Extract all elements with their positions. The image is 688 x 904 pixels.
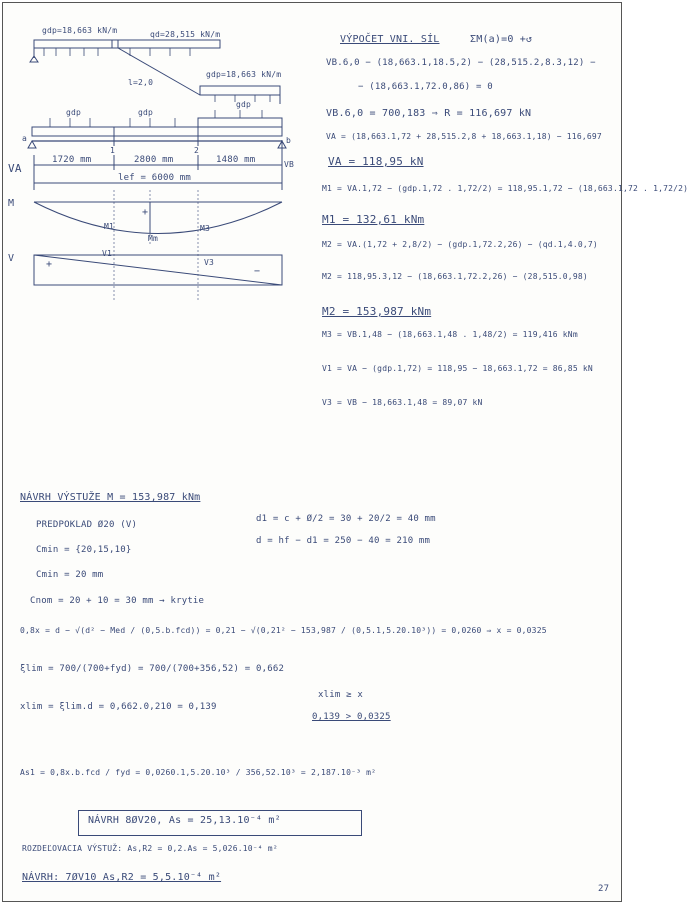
reactions-line-2: − (18,663.1,72.0,86) = 0 bbox=[358, 82, 493, 92]
design-compare-2: 0,139 > 0,0325 bbox=[312, 712, 391, 722]
design-rozdelovacia: ROZDEĽOVACIA VÝSTUŽ: As,R2 = 0,2.As = 5,026.10⁻⁴ m² bbox=[22, 844, 278, 853]
moment-m2-calc-a: M2 = VA.(1,72 + 2,8/2) − (gdp.1,72.2,26) − (qd.1,4.0,7) bbox=[322, 240, 598, 249]
design-cmin-1: Cmin = {20,15,10} bbox=[36, 545, 132, 555]
moment-symbol: M bbox=[8, 198, 15, 209]
load-label-slope: l=2,0 bbox=[128, 78, 154, 87]
gdp2-band bbox=[114, 127, 198, 136]
page-number: 27 bbox=[598, 884, 610, 894]
shear-point-3: V3 bbox=[204, 258, 215, 267]
load-label-gk: gdp=18,663 kN/m bbox=[42, 26, 118, 35]
reaction-label-va: VA bbox=[8, 162, 22, 175]
moment-point-1: M1 bbox=[104, 222, 115, 231]
design-compare-1: xlim ≥ x bbox=[318, 690, 363, 700]
moment-m1: M1 = 132,61 kNm bbox=[322, 213, 425, 226]
reaction-label-vb: VB bbox=[284, 160, 295, 169]
support-label-1: 1 bbox=[110, 146, 116, 155]
gk-load-band-right bbox=[200, 86, 280, 95]
support-a bbox=[28, 141, 36, 148]
dim-label-2: 2800 mm bbox=[134, 155, 174, 165]
reactions-line-1: VB.6,0 − (18,663.1,18.5,2) − (28,515.2,8.3,12) − bbox=[326, 58, 596, 68]
gdp1-band bbox=[32, 127, 114, 136]
shear-plus: + bbox=[46, 259, 53, 270]
moment-parabola bbox=[34, 202, 282, 234]
shear-v3: V3 = VB − 18,663.1,48 = 89,07 kN bbox=[322, 398, 483, 407]
reactions-heading: VÝPOČET VNI. SÍL bbox=[340, 34, 440, 45]
moment-point-3: M3 bbox=[200, 224, 211, 233]
design-cmin-2: Cmin = 20 mm bbox=[36, 570, 104, 580]
support-label-2: 2 bbox=[194, 146, 200, 155]
load-label-gk-right: gdp=18,663 kN/m bbox=[206, 70, 282, 79]
qd-load-band-top bbox=[112, 40, 220, 48]
shear-line bbox=[34, 255, 282, 285]
design-xi-lim: ξlim = 700/(700+fyd) = 700/(700+356,52) = 0,662 bbox=[20, 664, 285, 674]
design-heading: NÁVRH VÝSTUŽE M = 153,987 kNm bbox=[20, 492, 201, 503]
gk-load-band-left bbox=[34, 40, 118, 48]
shear-point-1: V1 bbox=[102, 249, 113, 258]
design-navrh-2: NÁVRH: 7ØV10 As,R2 = 5,5.10⁻⁴ m² bbox=[22, 872, 222, 883]
shear-symbol: V bbox=[8, 253, 15, 264]
design-cnom: Cnom = 20 + 10 = 30 mm → krytie bbox=[30, 596, 205, 606]
moment-m2-calc-b: M2 = 118,95.3,12 − (18,663.1,72.2,26) − (28,515.0,98) bbox=[322, 272, 588, 281]
shear-v1: V1 = VA − (gdp.1,72) = 118,95 − 18,663.1,72 = 86,85 kN bbox=[322, 364, 593, 373]
design-compression-zone: 0,8x = d − √(d² − Med / (0,5.b.fcd)) = 0,21 − √(0,21² − 153,987 / (0,5.1,5.20.10³)) = 0,0260 ⇒ x = 0,0325 bbox=[20, 626, 547, 635]
design-navrh-1: NÁVRH 8ØV20, As = 25,13.10⁻⁴ m² bbox=[88, 815, 281, 826]
span-label: lef = 6000 mm bbox=[118, 173, 192, 183]
design-x-lim: xlim = ξlim.d = 0,662.0,210 = 0,139 bbox=[20, 702, 217, 712]
support-a-top bbox=[30, 56, 38, 62]
reaction-va: VA = 118,95 kN bbox=[328, 155, 424, 168]
shear-minus: − bbox=[254, 266, 261, 277]
dim-label-3: 1480 mm bbox=[216, 155, 256, 165]
design-as1: As1 = 0,8x.b.fcd / fyd = 0,0260.1,5.20.10³ / 356,52.10³ = 2,187.10⁻³ m² bbox=[20, 768, 377, 777]
design-d: d = hf − d1 = 250 − 40 = 210 mm bbox=[256, 536, 431, 546]
load-label-qd: qd=28,515 kN/m bbox=[150, 30, 221, 39]
support-label-b: b bbox=[286, 136, 292, 145]
moment-m1-calc: M1 = VA.1,72 − (gdp.1,72 . 1,72/2) = 118,95.1,72 − (18,663.1,72 . 1,72/2) bbox=[322, 184, 688, 193]
moment-point-m: Mm bbox=[148, 234, 159, 243]
design-d1: d1 = c + Ø/2 = 30 + 20/2 = 40 mm bbox=[256, 514, 436, 524]
moment-plus: + bbox=[142, 207, 149, 218]
load-label-gdp3: gdp bbox=[236, 100, 252, 109]
moment-m3: M3 = VB.1,48 − (18,663.1,48 . 1,48/2) = 119,416 kNm bbox=[322, 330, 578, 339]
load-label-gdp2: gdp bbox=[138, 108, 154, 117]
reactions-line-4: VA = (18,663.1,72 + 28,515.2,8 + 18,663.1,18) − 116,697 bbox=[326, 132, 602, 141]
reactions-sum: ΣM(a)=0 +↺ bbox=[470, 34, 533, 45]
moment-m2: M2 = 153,987 kNm bbox=[322, 305, 432, 318]
design-predpoklad: PREDPOKLAD Ø20 (V) bbox=[36, 520, 138, 530]
support-label-a: a bbox=[22, 134, 28, 143]
reactions-line-3: VB.6,0 = 700,183 ⇒ R = 116,697 kN bbox=[326, 108, 532, 119]
dim-label-1: 1720 mm bbox=[52, 155, 92, 165]
load-label-gdp1: gdp bbox=[66, 108, 82, 117]
